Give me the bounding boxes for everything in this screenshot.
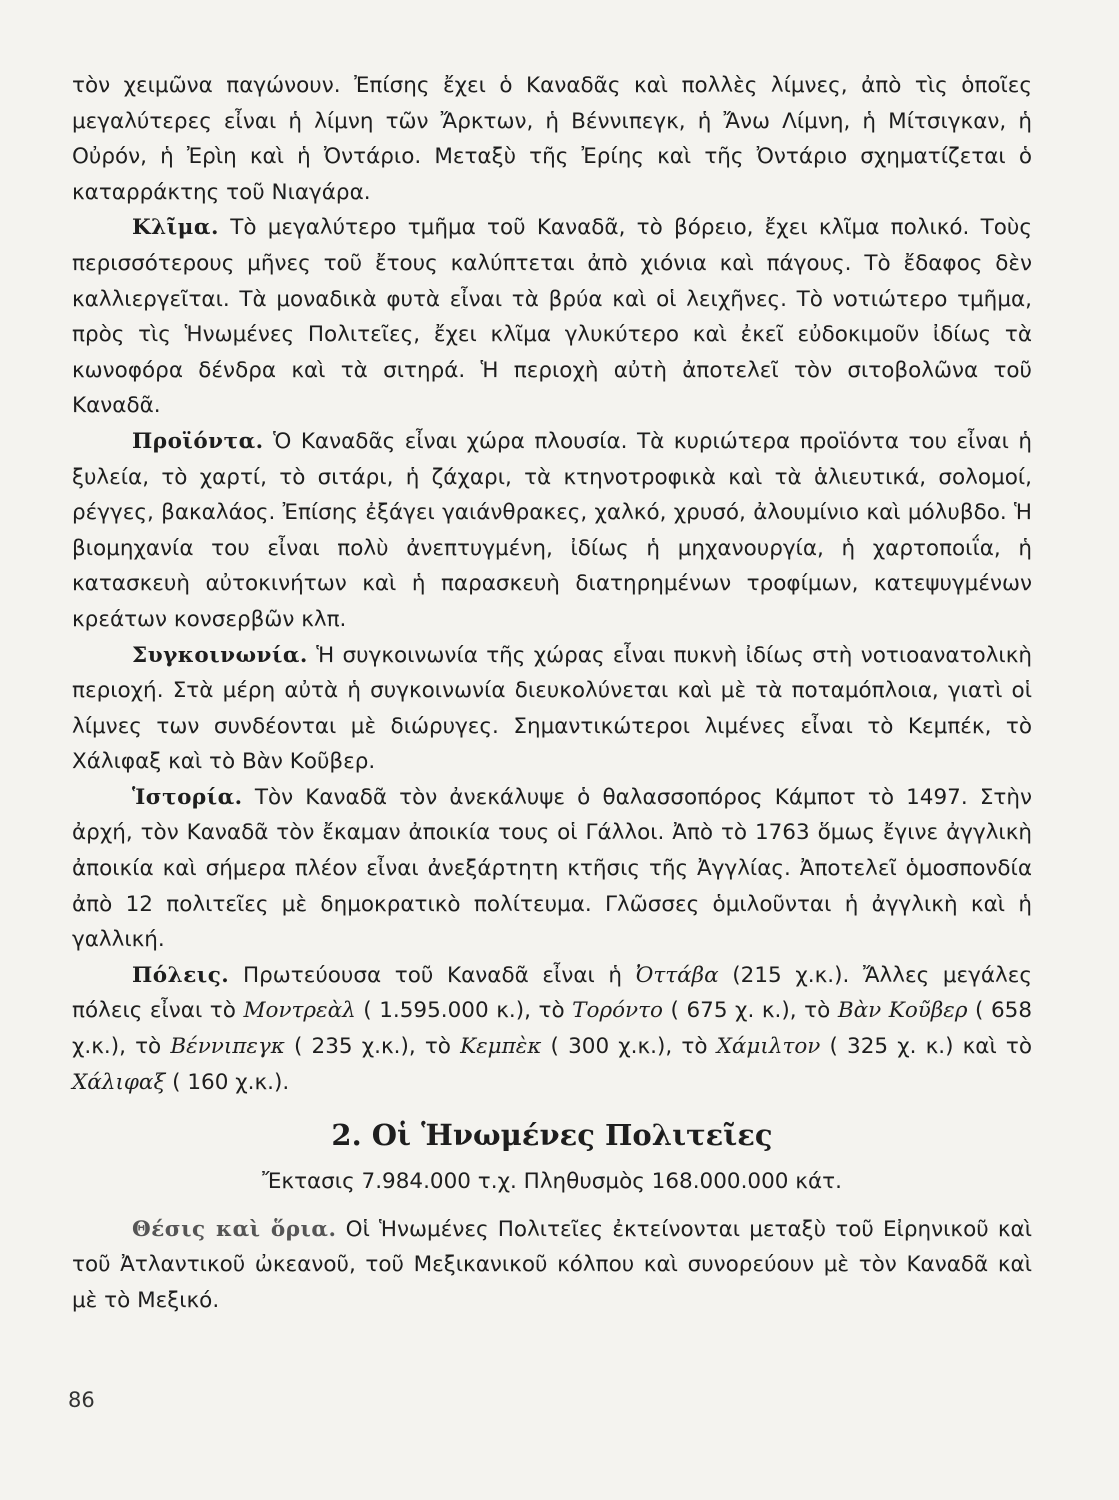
city-name: Βὰν Κοῦβερ [837, 998, 968, 1024]
intro-paragraph: τὸν χειμῶνα παγώνουν. Ἐπίσης ἔχει ὁ Καναδᾶς καὶ πολλὲς λίμνες, ἀπὸ τὶς ὁποῖες μεγαλύτερες εἶναι ἡ λίμνη τῶν Ἄρκτων, ἡ Βέννιπεγκ, ἡ Ἄνω Λίμνη, ἡ Μίτσιγκαν, ἡ Οὐρόν, ἡ Ἐρὶη καὶ ἡ Ὀντάριο. Μεταξὺ τῆς Ἐρίης καὶ τῆς Ὀντάριο σχηματίζεται ὁ καταρράκτης τοῦ Νιαγάρα. [72, 73, 1032, 205]
klima-heading: Κλῖμα. [132, 215, 219, 241]
poleis-text: ( 235 χ.κ.), τὸ [284, 1034, 461, 1060]
synkoinonia-body: Ἡ συγκοινωνία τῆς χώρας εἶναι πυκνὴ ἰδίως στὴ νοτιοανατολικὴ περιοχή. Στὰ μέρη αὐτὰ ἡ συγκοινωνία διευκολύνεται καὶ μὲ τὰ ποταμόπλοια, γιατὶ οἱ λίμνες των συνδέονται μὲ διώρυγες. Σημαντικώτεροι λιμένες εἶναι τὸ Κεμπέκ, τὸ Χάλιφαξ καὶ τὸ Βὰν Κοῦβερ. [72, 642, 1033, 775]
synkoinonia-paragraph [72, 638, 1032, 780]
poleis-text: Πρωτεύουσα τοῦ Καναδᾶ εἶναι ἡ [242, 962, 636, 988]
poleis-text: ( 675 χ. κ.), τὸ [662, 998, 838, 1024]
klima-body: Τὸ μεγαλύτερο τμῆμα τοῦ Καναδᾶ, τὸ βόρειο, ἔχει κλῖμα πολικό. Τοὺς περισσότερους μῆνες τοῦ ἔτους καλύπτεται ἀπὸ χιόνια καὶ πάγους. Τὸ ἔδαφος δὲν καλλιεργεῖται. Τὰ μοναδικὰ φυτὰ εἶναι τὰ βρύα καὶ οἱ λειχῆνες. Τὸ νοτιώτερο τμῆμα, πρὸς τὶς Ἡνωμένες Πολιτεῖες, ἔχει κλῖμα γλυκύτερο καὶ ἐκεῖ εὐδοκιμοῦν ἰδίως τὰ κωνοφόρα δένδρα καὶ τὰ σιτηρά. Ἡ περιοχὴ αὐτὴ ἀποτελεῖ τὸν σιτοβολῶνα τοῦ Καναδᾶ. [72, 215, 1032, 419]
istoria-body: Τὸν Καναδᾶ τὸν ἀνεκάλυψε ὁ θαλασσοπόρος Κάμποτ τὸ 1497. Στὴν ἀρχή, τὸν Καναδᾶ τὸν ἔκαμαν ἀποικία τους οἱ Γάλλοι. Ἀπὸ τὸ 1763 ὅμως ἔγινε ἀγγλικὴ ἀποικία καὶ σήμερα πλέον εἶναι ἀνεξάρτητη κτῆσις τῆς Ἀγγλίας. Ἀποτελεῖ ὁμοσπονδία ἀπὸ 12 πολιτεῖες μὲ δημοκρατικὸ πολίτευμα. Γλῶσσες ὁμιλοῦνται ἡ ἀγγλικὴ καὶ ἡ γαλλική. [72, 784, 1032, 953]
thesis-body: Οἱ Ἡνωμένες Πολιτεῖες ἐκτείνονται μεταξὺ τοῦ Εἰρηνικοῦ καὶ τοῦ Ἀτλαντικοῦ ὠκεανοῦ, τοῦ Μεξικανικοῦ κόλπου καὶ συνορεύουν μὲ τὸν Καναδᾶ καὶ μὲ τὸ Μεξικό. [72, 1216, 1032, 1313]
section-stats: Ἔκτασις 7.984.000 τ.χ. Πληθυσμὸς 168.000.000 κάτ. [262, 1169, 842, 1195]
klima-paragraph [72, 210, 1032, 424]
thesis-paragraph [72, 1212, 1032, 1319]
proionta-paragraph [72, 424, 1032, 638]
page-number: 86 [68, 1388, 95, 1412]
poleis-text: ( 325 χ. κ.) καὶ τὸ [820, 1034, 1032, 1060]
city-name: Βέννιπεγκ [170, 1034, 285, 1060]
page-text [72, 68, 1032, 1319]
poleis-text: ( 300 χ.κ.), τὸ [541, 1034, 717, 1060]
city-name: Ὀττάβα [635, 962, 719, 988]
poleis-paragraph [72, 958, 1032, 1100]
city-name: Κεμπὲκ [460, 1034, 542, 1060]
city-name: Τορόντο [572, 998, 663, 1024]
poleis-text: ( 160 χ.κ.). [165, 1069, 290, 1095]
istoria-paragraph [72, 780, 1032, 958]
section-title: 2. Οἱ Ἡνωμένες Πολιτεῖες [331, 1118, 773, 1153]
city-name: Μοντρεὰλ [243, 998, 356, 1024]
city-name: Χάμιλτον [716, 1034, 821, 1060]
thesis-heading: Θέσις καὶ ὅρια. [132, 1216, 337, 1242]
synkoinonia-heading: Συγκοινωνία. [132, 642, 308, 668]
proionta-body: Ὁ Καναδᾶς εἶναι χώρα πλουσία. Τὰ κυριώτερα προϊόντα του εἶναι ἡ ξυλεία, τὸ χαρτί, τὸ σιτάρι, ἡ ζάχαρι, τὰ κτηνοτροφικὰ καὶ τὰ ἁλιευτικά, σολομοί, ρέγγες, βακαλάος. Ἐπίσης ἐξάγει γαιάνθρακες, χαλκό, χρυσό, ἀλουμίνιο καὶ μόλυβδο. Ἡ βιομηχανία του εἶναι πολὺ ἀνεπτυγμένη, ἰδίως ἡ μηχανουργία, ἡ χαρτοποιΐα, ἡ κατασκευὴ αὐτοκινήτων καὶ ἡ παρασκευὴ διατηρημένων τροφίμων, κατεψυγμένων κρεάτων κονσερβῶν κλπ. [72, 428, 1032, 632]
poleis-heading: Πόλεις. [132, 962, 230, 988]
poleis-text: ( 1.595.000 κ.), τὸ [355, 998, 573, 1024]
poleis-text: ( 658 χ.κ.), τὸ [72, 998, 1033, 1060]
poleis-text: (215 χ.κ.). Ἄλλες μεγάλες πόλεις εἶναι τὸ [72, 962, 1033, 1024]
istoria-heading: Ἱστορία. [132, 784, 243, 810]
city-name: Χάλιφαξ [72, 1069, 166, 1095]
proionta-heading: Προϊόντα. [132, 428, 264, 454]
